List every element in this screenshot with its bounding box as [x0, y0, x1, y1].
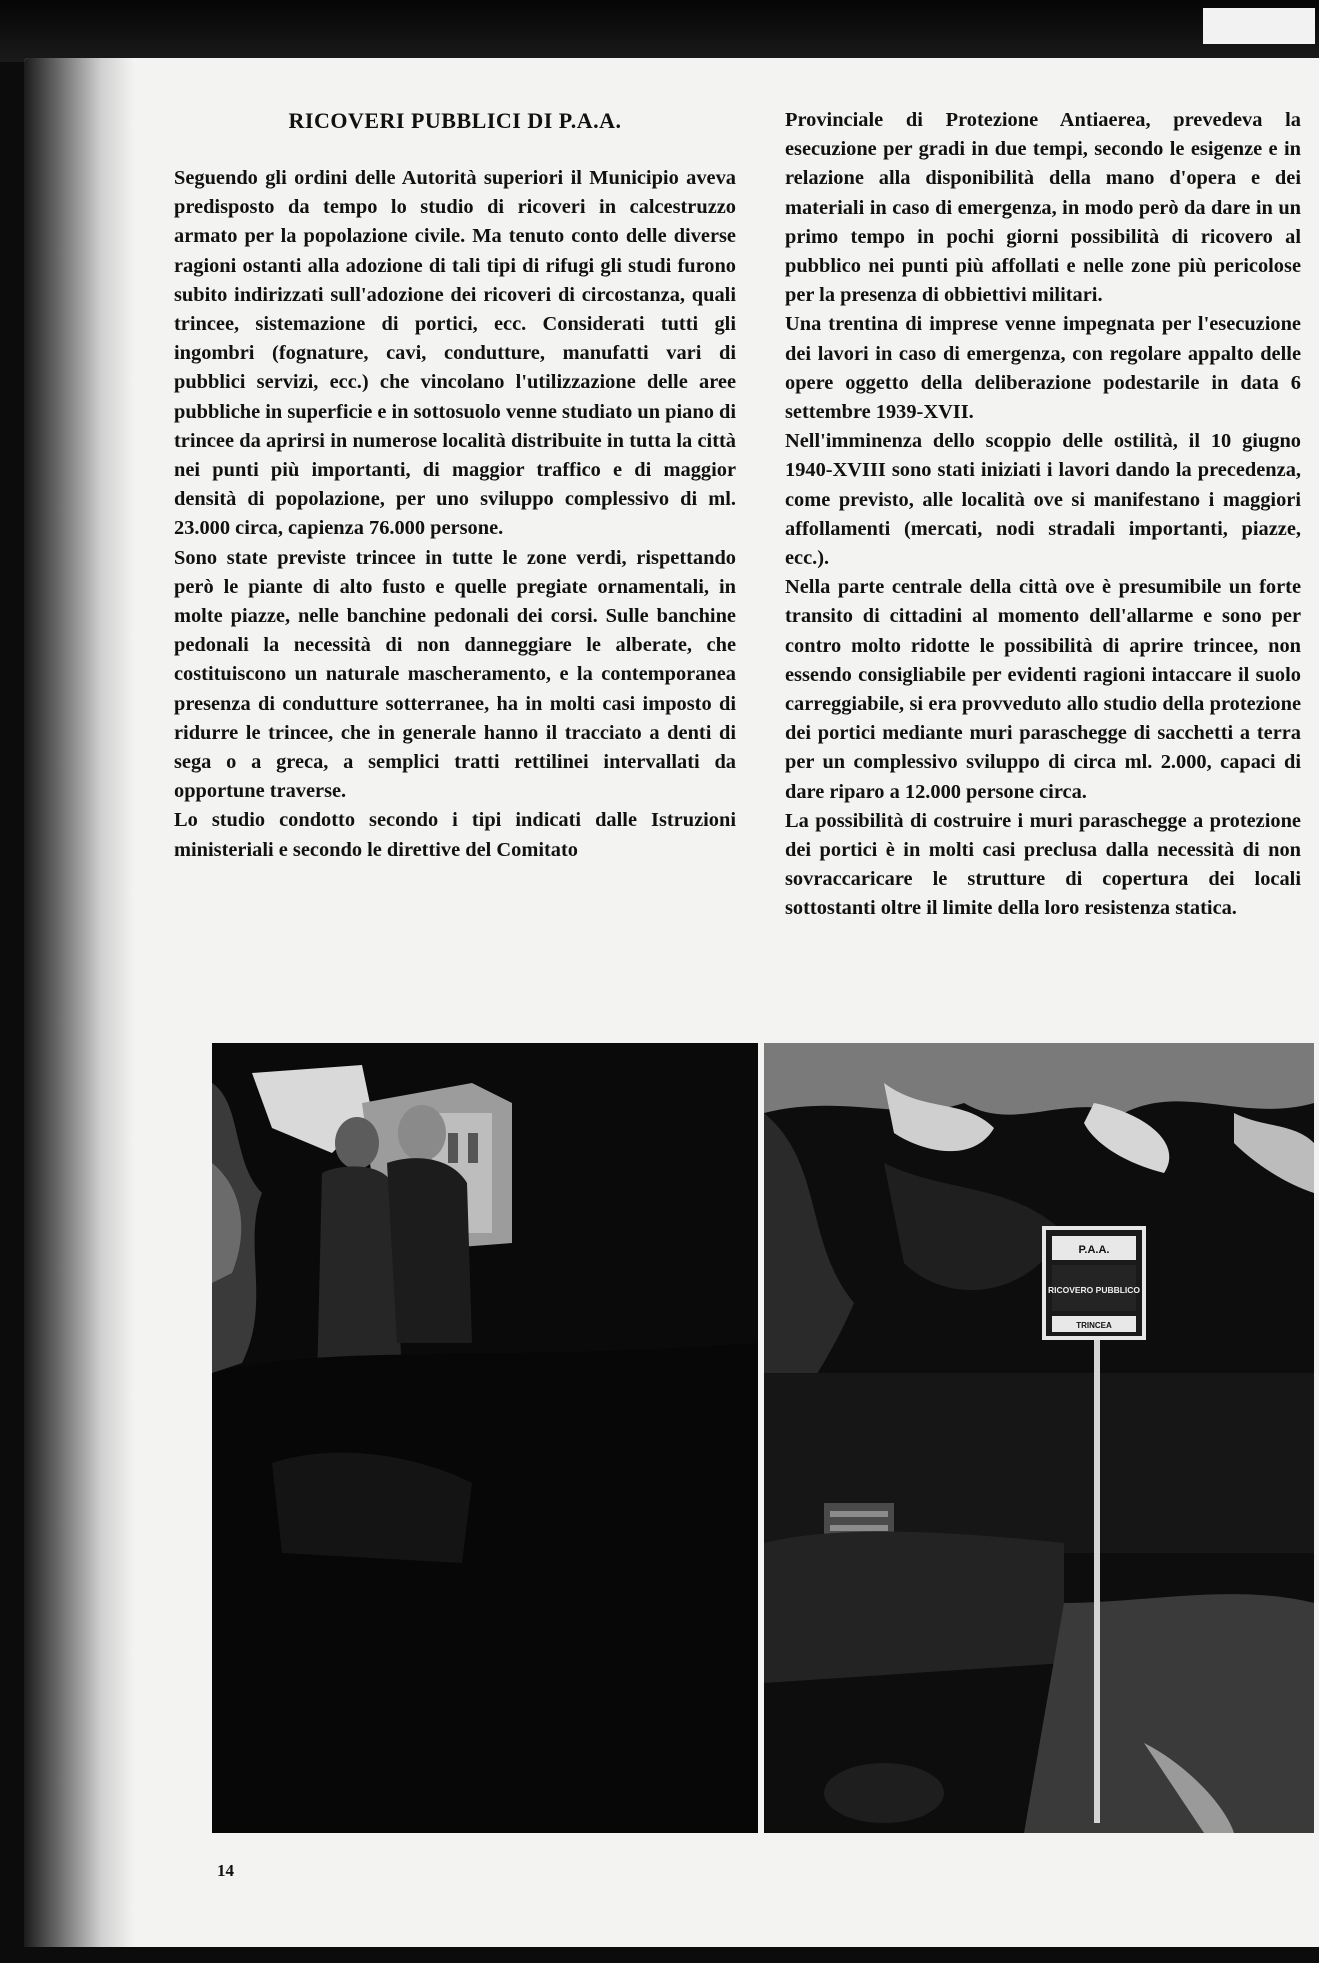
scan-top-border	[0, 0, 1319, 62]
paragraph: Nell'imminenza dello scoppio delle ostilità, il 10 giugno 1940-XVIII sono stati iniziati i lavori dando la precedenza, come previsto, alle località ove si manifestano i maggiori affollamenti (mercati, nodi stradali importanti, piazze, ecc.).	[785, 430, 1301, 570]
photo-shelter-sign-image	[764, 1043, 1314, 1833]
paragraph: Seguendo gli ordini delle Autorità superiori il Municipio aveva predisposto da tempo lo studio di ricoveri in calcestruzzo armato per la popolazione civile. Ma tenuto conto delle diverse ragioni ostanti alla adozione di tali tipi di rifugi gli studi furono subito indirizzati sull'adozione dei ricoveri di circostanza, quali trincee, sistemazione di portici, ecc. Considerati tutti gli ingombri (fognature, cavi, condutture, manufatti vari di pubblici servizi, ecc.) che vincolano l'utilizzazione delle aree pubbliche in superficie e in sottosuolo venne studiato un piano di trincee da aprirsi in numerose località distribuite in tutta la città nei punti più importanti, di maggior traffico e di maggior densità di popolazione, per uno sviluppo complessivo di ml. 23.000 circa, capienza 76.000 persone.	[174, 167, 736, 540]
scan-bottom-border	[0, 1947, 1319, 1963]
sign-line-trincea: TRINCEA	[1076, 1321, 1112, 1330]
paragraph: Provinciale di Protezione Antiaerea, prevedeva la esecuzione per gradi in due tempi, secondo le esigenze e in relazione alla disponibilità della mano d'opera e dei materiali in caso di emergenza, in modo però da dare in un primo tempo in pochi giorni possibilità di ricovero al pubblico nei punti più affollati e nelle zone più pericolose per la presenza di obbiettivi militari.	[785, 109, 1301, 307]
photo-trench-people	[212, 1043, 758, 1833]
right-column	[785, 106, 1301, 924]
article-title: RICOVERI PUBBLICI DI P.A.A.	[288, 108, 622, 133]
paragraph: Una trentina di imprese venne impegnata per l'esecuzione dei lavori in caso di emergenza, con regolare appalto delle opere oggetto della deliberazione podestarile in data 6 settembre 1939-XVII.	[785, 313, 1301, 424]
paragraph: La possibilità di costruire i muri paraschegge a protezione dei portici è in molti casi preclusa dalla necessità di non sovraccaricare le strutture di copertura dei locali sottostanti oltre il limite della loro resistenza statica.	[785, 809, 1301, 920]
photo-trench-people-image	[212, 1043, 758, 1833]
page-number: 14	[217, 1861, 234, 1880]
photo-shelter-sign	[764, 1043, 1314, 1833]
sign-line-paa: P.A.A.	[1078, 1244, 1110, 1256]
paragraph: Nella parte centrale della città ove è presumibile un forte transito di cittadini al momento dell'allarme e sono per contro molto ridotte le possibilità di aprire trincee, non essendo consigliabile per evidenti ragioni intaccare il suolo carreggiabile, si era provveduto allo studio della protezione dei portici mediante muri paraschegge di sacchetti a terra per un complessivo sviluppo di circa ml. 2.000, capaci di dare riparo a 12.000 persone circa.	[785, 576, 1301, 803]
paragraph: Sono state previste trincee in tutte le zone verdi, rispettando però le piante di alto fusto e quelle pregiate ornamentali, in molte piazze, nelle banchine pedonali dei corsi. Sulle banchine pedonali la necessità di non danneggiare le alberate, che costituiscono un naturale mascheramento, e la contemporanea presenza di condutture sotterranee, ha in molti casi imposto di ridurre le trincee, che in generale hanno il tracciato a denti di sega o a greca, a semplici tratti rettilinei intervallati da opportune traverse.	[174, 546, 736, 803]
sign-line-ricovero: RICOVERO PUBBLICO	[1047, 1285, 1141, 1295]
left-column	[174, 106, 736, 865]
document-page	[24, 58, 1319, 1950]
page-gutter-shadow	[24, 58, 134, 1950]
paragraph: Lo studio condotto secondo i tipi indicati dalle Istruzioni ministeriali e secondo le direttive del Comitato	[174, 809, 736, 861]
scan-corner-mark	[1203, 8, 1315, 44]
